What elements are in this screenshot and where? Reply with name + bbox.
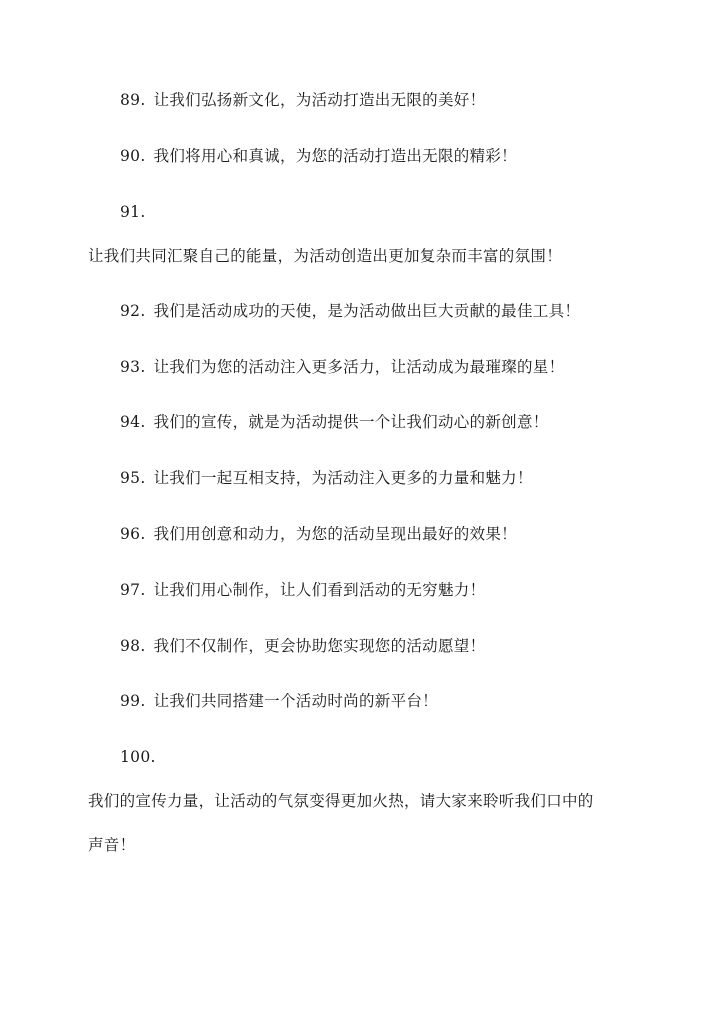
list-item bbox=[120, 690, 438, 712]
item-text: 我们是活动成功的天使，是为活动做出巨大贡献的最佳工具！ bbox=[153, 302, 581, 320]
list-item bbox=[120, 145, 517, 167]
item-number-line bbox=[120, 746, 156, 768]
item-number: 89. bbox=[120, 91, 146, 109]
list-item bbox=[120, 300, 580, 322]
item-number: 100. bbox=[120, 748, 156, 766]
item-text: 声音！ bbox=[88, 836, 136, 854]
item-text: 我们的宣传力量，让活动的气氛变得更加火热，请大家来聆听我们口中的 bbox=[88, 792, 594, 810]
item-number: 98. bbox=[120, 637, 146, 655]
item-number: 95. bbox=[120, 469, 146, 487]
item-number: 97. bbox=[120, 581, 146, 599]
item-text: 让我们共同搭建一个活动时尚的新平台！ bbox=[153, 692, 438, 710]
list-item bbox=[88, 790, 594, 812]
list-item bbox=[120, 89, 485, 111]
list-item-continuation bbox=[88, 834, 135, 856]
list-item bbox=[88, 245, 562, 267]
item-text: 我们不仅制作，更会协助您实现您的活动愿望！ bbox=[153, 637, 486, 655]
item-number: 90. bbox=[120, 147, 146, 165]
item-text: 让我们弘扬新文化，为活动打造出无限的美好！ bbox=[153, 91, 486, 109]
item-number: 99. bbox=[120, 692, 146, 710]
item-number: 91. bbox=[120, 203, 146, 221]
item-number: 94. bbox=[120, 413, 146, 431]
list-item bbox=[120, 411, 549, 433]
item-number: 96. bbox=[120, 525, 146, 543]
list-item bbox=[120, 523, 517, 545]
list-item bbox=[120, 356, 564, 378]
item-text: 我们用创意和动力，为您的活动呈现出最好的效果！ bbox=[153, 525, 517, 543]
item-number: 93. bbox=[120, 358, 146, 376]
item-text: 让我们一起互相支持，为活动注入更多的力量和魅力！ bbox=[153, 469, 533, 487]
item-text: 让我们用心制作，让人们看到活动的无穷魅力！ bbox=[153, 581, 486, 599]
item-number-line bbox=[120, 201, 146, 223]
list-item bbox=[120, 579, 485, 601]
item-text: 让我们为您的活动注入更多活力，让活动成为最璀璨的星！ bbox=[153, 358, 565, 376]
list-item bbox=[120, 467, 533, 489]
item-number: 92. bbox=[120, 302, 146, 320]
item-text: 我们的宣传，就是为活动提供一个让我们动心的新创意！ bbox=[153, 413, 549, 431]
item-text: 让我们共同汇聚自己的能量，为活动创造出更加复杂而丰富的氛围！ bbox=[88, 247, 563, 265]
list-item bbox=[120, 635, 485, 657]
item-text: 我们将用心和真诚，为您的活动打造出无限的精彩！ bbox=[153, 147, 517, 165]
